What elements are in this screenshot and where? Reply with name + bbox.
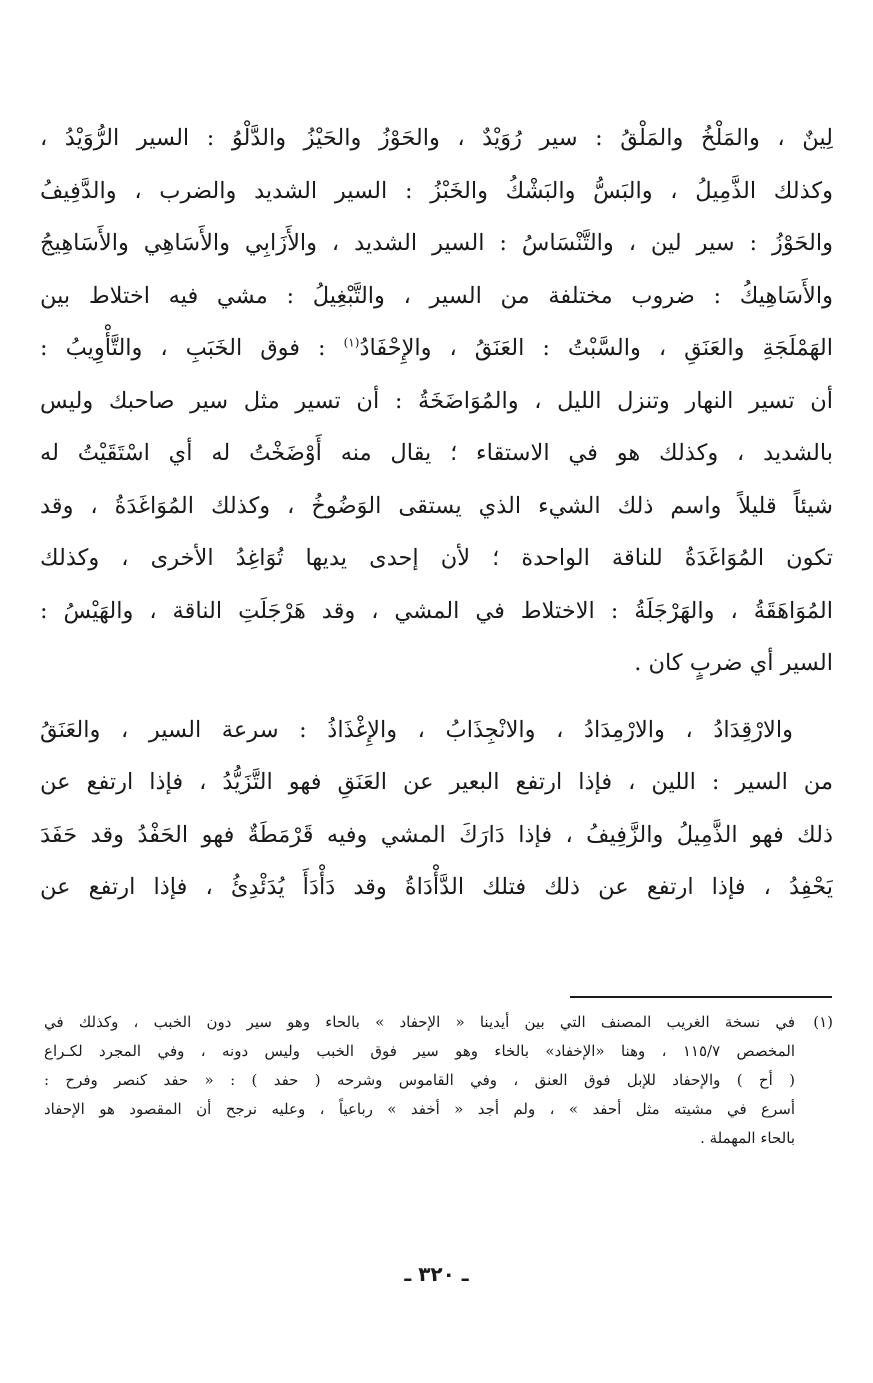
footnote-reference: (١) [343, 335, 360, 350]
footnote-text: في نسخة الغريب المصنف التي بين أيدينا « الإحفاد » بالحاء وهو سير دون الخبب ، وكذلك في [44, 1013, 795, 1031]
text-line: السير أي ضربٍ كان . [634, 650, 833, 676]
text-line: وكذلك الذَّمِيلُ ، والبَسُّ والبَشْكُ والخَبْزُ : السير الشديد والضرب ، والدَّفِيفُ [40, 177, 833, 204]
text-line-with-footnote-ref [40, 322, 833, 375]
footnote-divider [570, 996, 832, 998]
footnote-line [44, 1008, 833, 1037]
text-line: لِينٌ ، والمَلْخُ والمَلْقُ : سير رُوَيْدٌ ، والحَوْزُ والحَيْزُ والدَّلْوُ : السير الرُّوَيْدُ ، [40, 125, 833, 151]
footnote-line: ( أح ) والإحفاد للإبل فوق العنق ، وفي القاموس وشرحه ( حفد ) : « حفد كنصر وفرح : [44, 1071, 795, 1089]
main-text [40, 112, 833, 914]
text-line: يَحْفِدُ ، فإذا ارتفع عن ذلك فتلك الدَّأْدَاةُ وقد دَأْدَأَ يُدَئْدِئُ ، فإذا ارتفع عن [40, 874, 833, 900]
text-line: بالشديد ، وكذلك هو في الاستقاء ؛ يقال منه أَوْضَخْتُ له أي اسْتَقَيْتُ له [40, 440, 833, 466]
paragraph-1 [40, 112, 833, 690]
footnote-number: (١) [813, 1013, 833, 1031]
text-line: والارْقِدَادُ ، والارْمِدَادُ ، والانْجِذَابُ ، والإِغْذَاذُ : سرعة السير ، والعَنَقُ [40, 716, 793, 743]
text-segment: الهَمْلَجَةِ والعَنَقِ ، والسَّبْتُ : العَنَقُ ، والإِحْفَادُ [359, 335, 833, 361]
page-number: ـ ٣٢٠ ـ [404, 1262, 469, 1286]
text-line: المُوَاهَقَةُ ، والهَرْجَلَةُ : الاختلاط في المشي ، وقد هَرْجَلَتِ الناقة ، والهَيْسُ : [40, 597, 833, 624]
paragraph-2 [40, 704, 833, 914]
text-line: أن تسير النهار وتنزل الليل ، والمُوَاضَخَةُ : أن تسير مثل سير صاحبك وليس [40, 387, 833, 414]
text-line: والأَسَاهِيكُ : ضروب مختلفة من السير ، والتَّبْغِيلُ : مشي فيه اختلاط بين [40, 282, 833, 309]
text-line: والحَوْزُ : سير لين ، والتَّنْسَاسُ : السير الشديد ، والأَزَابِي والأَسَاهِي والأَسَاهِيجُ [40, 230, 833, 256]
text-line: من السير : اللين ، فإذا ارتفع البعير عن العَنَقِ فهو التَّزَيُّدُ ، فإذا ارتفع عن [40, 769, 833, 795]
text-line: ذلك فهو الذَّمِيلُ والزَّفِيفُ ، فإذا دَارَكَ المشي وفيه قَرْمَطَةٌ فهو الحَفْدُ وقد حَفَدَ [40, 821, 833, 848]
text-segment: : فوق الخَبَبِ ، والتَّأْوِيبُ : [40, 335, 344, 361]
text-line: شيئاً قليلاً واسم ذلك الشيء الذي يستقى الوَضُوخُ ، وكذلك المُوَاغَدَةُ ، وقد [40, 492, 833, 519]
text-line: تكون المُوَاغَدَةُ للناقة الواحدة ؛ لأن إحدى يديها تُوَاغِدُ الأخرى ، وكذلك [40, 545, 833, 571]
footnote-line: بالحاء المهملة . [700, 1129, 795, 1147]
footnote-line: أسرع في مشيته مثل أحفد » ، ولم أجد « أخفد » رباعياً ، وعليه نرجح أن المقصود هو الإحفاد [44, 1100, 795, 1118]
footnote [44, 1008, 833, 1153]
footnote-line: المخصص ١١٥/٧ ، وهنا «الإخفاد» بالخاء وهو سير فوق الخبب وليس دونه ، وفي المجرد لكـراع [44, 1042, 796, 1060]
